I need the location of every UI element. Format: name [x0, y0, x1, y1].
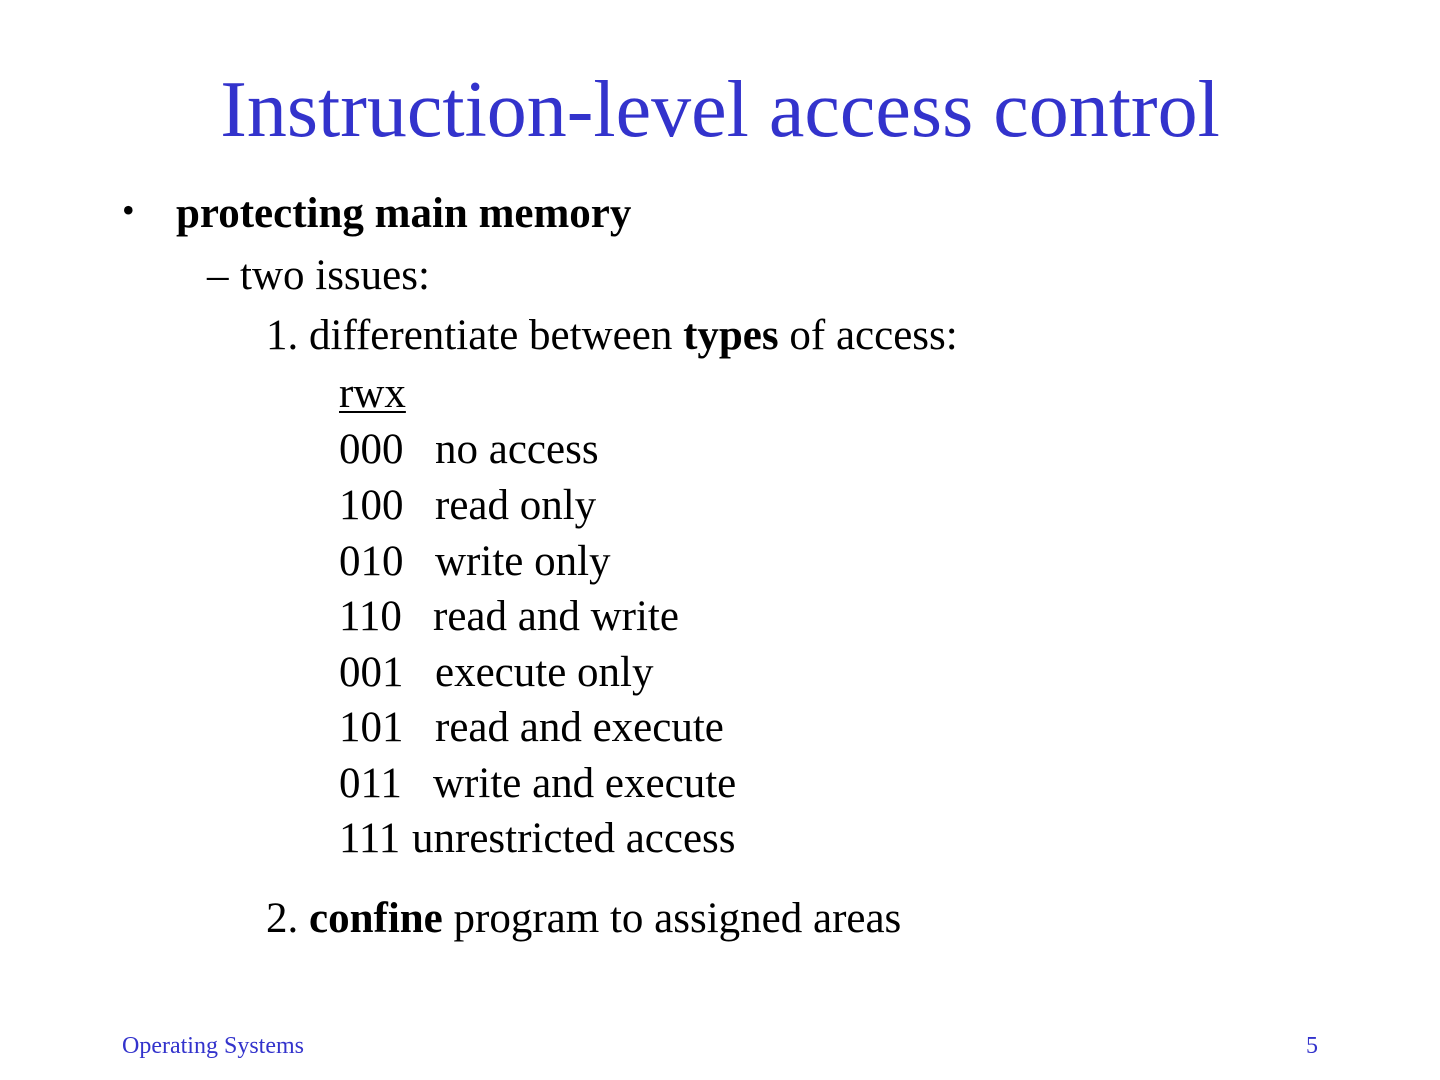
permission-code: 101 — [339, 704, 404, 751]
permission-description: read only — [435, 482, 597, 529]
issue-2-prefix: 2. — [266, 895, 309, 942]
permission-description: execute only — [435, 649, 654, 696]
permission-code: 100 — [339, 482, 404, 529]
permission-code: 010 — [339, 538, 404, 585]
issue-2 — [266, 893, 901, 945]
footer-page-number: 5 — [1306, 1033, 1318, 1059]
dash-icon: – — [207, 252, 229, 299]
permission-description: write only — [435, 538, 611, 585]
permission-description: unrestricted access — [412, 815, 736, 862]
permission-code: 110 — [339, 593, 402, 640]
issue-1 — [266, 310, 958, 362]
permission-description: write and execute — [433, 760, 737, 807]
bullet-dot-icon: • — [122, 190, 135, 230]
issue-2-bold: confine — [309, 895, 443, 942]
slide-title: Instruction-level access control — [220, 66, 1220, 154]
issue-1-prefix: 1. differentiate between — [266, 312, 684, 359]
footer-course-name: Operating Systems — [122, 1033, 304, 1059]
permission-description: no access — [435, 426, 599, 473]
permission-code: 001 — [339, 649, 404, 696]
sub-bullet-text: two issues: — [240, 252, 430, 299]
permission-table-header: rwx — [339, 370, 406, 417]
issue-1-bold: types — [683, 312, 779, 359]
permission-code: 111 — [339, 815, 401, 862]
issue-1-suffix: of access: — [778, 312, 958, 359]
permission-description: read and execute — [435, 704, 724, 751]
issue-2-suffix: program to assigned areas — [442, 895, 902, 942]
bullet-text: protecting main memory — [176, 190, 632, 237]
permission-code: 011 — [339, 760, 402, 807]
permission-description: read and write — [433, 593, 679, 640]
permission-code: 000 — [339, 426, 404, 473]
